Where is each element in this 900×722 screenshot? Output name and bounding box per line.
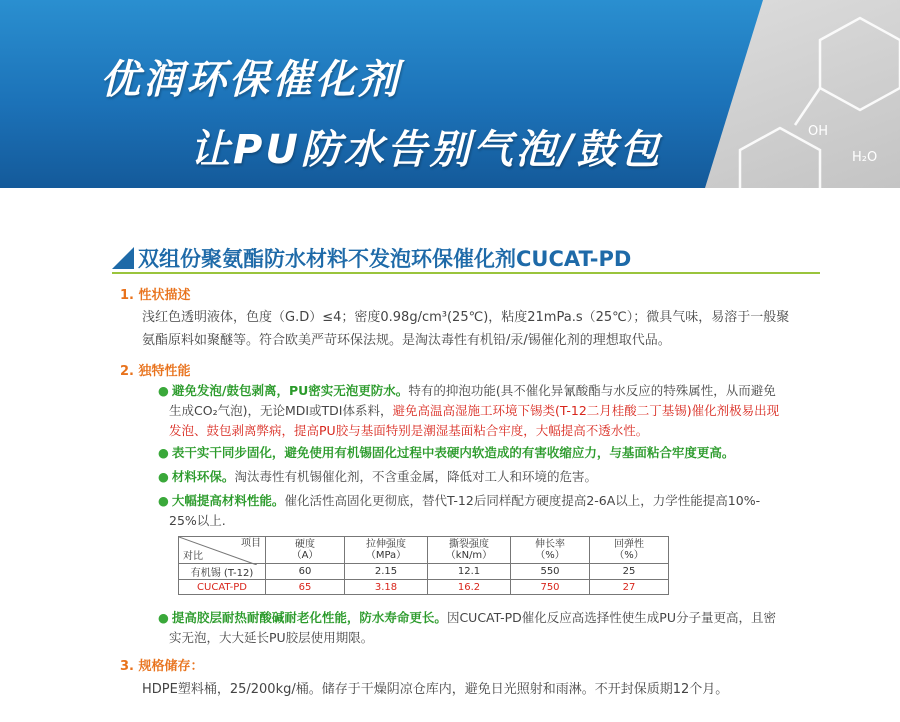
table-header-cell xyxy=(266,537,345,564)
table-cell: 12.1 xyxy=(428,564,511,580)
properties-text xyxy=(142,306,822,352)
section-divider xyxy=(112,272,820,274)
row-name: 有机锡 (T-12) xyxy=(179,564,266,580)
table-cell: 25 xyxy=(590,564,669,580)
table-header-cell xyxy=(428,537,511,564)
table-cell: 27 xyxy=(590,580,669,595)
header-elongation-unit: （%） xyxy=(535,550,565,561)
feature-sync-cure: ● 表干实干同步固化，避免使用有机锡固化过程中表硬内软造成的有害收缩应力，与基面粘合牢度更高。 xyxy=(158,445,735,460)
row-name: CUCAT-PD xyxy=(179,580,266,595)
banner-title-line1: 优润环保催化剂 xyxy=(100,57,401,103)
header-hardness-unit: （A） xyxy=(291,550,319,561)
table-cell: 750 xyxy=(511,580,590,595)
header-tensile-unit: （MPa） xyxy=(365,550,407,561)
feature2-highlight: 表干实干同步固化，避免使用有机锡固化过程中表硬内软造成的有害收缩应力，与基面粘合牢度更高。 xyxy=(171,445,735,460)
feature1-text1: 特有的抑泡功能(具不催化异氰酸酯与水反应的特殊属性，从而避免 xyxy=(408,383,776,398)
heading-storage: 3. 规格储存： xyxy=(120,659,204,674)
table-cell: 65 xyxy=(266,580,345,595)
feature-durability: ● 提高胶层耐热耐酸碱耐老化性能，防水寿命更长。因CUCAT-PD催化反应高选择性使生成PU分子量更高，且密 实无泡，大大延长PU胶层使用期限。 xyxy=(158,608,818,648)
feature-performance: ● 大幅提高材料性能。催化活性高固化更彻底，替代T-12后同样配方硬度提高2-6A以上，力学性能提高10%- 25%以上. xyxy=(158,491,818,531)
feature1-highlight: 避免发泡/鼓包剥离，PU密实无泡更防水。 xyxy=(171,383,409,398)
corner-bottom-label: 对比 xyxy=(183,551,203,562)
header-tensile: 拉伸强度 xyxy=(366,539,406,550)
feature4-highlight: 大幅提高材料性能。 xyxy=(171,493,285,508)
table-cell: 2.15 xyxy=(345,564,428,580)
properties-line1: 浅红色透明液体，色度（G.D）≤4；密度0.98g/cm³(25℃)，粘度21mPa.s（25℃）；微具气味，易溶于一般聚 xyxy=(142,310,790,325)
header-resilience: 回弹性 xyxy=(614,539,644,550)
hydroxyl-label: OH xyxy=(808,124,829,139)
feature4-text1: 催化活性高固化更彻底，替代T-12后同样配方硬度提高2-6A以上，力学性能提高10%- xyxy=(284,493,761,508)
feature1-text2: 生成CO₂气泡)，无论MDI或TDI体系料， xyxy=(169,403,393,418)
table-cell: 3.18 xyxy=(345,580,428,595)
table-header-cell xyxy=(511,537,590,564)
feature3-text: 淘汰毒性有机锡催化剂，不含重金属，降低对工人和环境的危害。 xyxy=(234,469,597,484)
water-label: H₂O xyxy=(852,150,878,165)
heading-properties: 1. 性状描述 xyxy=(120,288,191,303)
header-tear: 撕裂强度 xyxy=(449,539,489,550)
feature5-text1: 因CUCAT-PD催化反应高选择性使生成PU分子量更高，且密 xyxy=(446,610,776,625)
table-row xyxy=(179,564,669,580)
feature5-highlight: 提高胶层耐热耐酸碱耐老化性能，防水寿命更长。 xyxy=(171,610,447,625)
header-elongation: 伸长率 xyxy=(535,539,565,550)
feature-bubble-free: ● 避免发泡/鼓包剥离，PU密实无泡更防水。特有的抑泡功能(具不催化异氰酸酯与水反应的特殊属性，从而避免 生成CO₂气泡)，无论MDI或TDI体系料，避免高温高湿施工环境下锡类(T-12二月桂酸二丁基锡)催化剂极易出现 发泡、鼓包剥离弊病，提高PU胶与基面特别是潮湿基面粘合牢度，大幅提高不透水性。 xyxy=(158,383,780,438)
header-tear-unit: （kN/m） xyxy=(445,550,493,561)
table-corner-cell xyxy=(179,537,266,564)
banner-title-line2: 让PU防水告别气泡/鼓包 xyxy=(190,127,663,173)
table-cell: 60 xyxy=(266,564,345,580)
feature3-highlight: 材料环保。 xyxy=(171,469,235,484)
header-resilience-unit: （%） xyxy=(614,550,644,561)
properties-line2: 氨酯原料如聚醚等。符合欧美严苛环保法规。是淘汰毒性有机铅/汞/锡催化剂的理想取代品。 xyxy=(142,333,671,348)
table-header-cell xyxy=(345,537,428,564)
comparison-table xyxy=(178,536,669,595)
table-header-cell xyxy=(590,537,669,564)
table-header-row xyxy=(179,537,669,564)
heading-features: 2. 独特性能 xyxy=(120,364,191,379)
table-cell: 16.2 xyxy=(428,580,511,595)
feature-eco: ● 材料环保。淘汰毒性有机锡催化剂，不含重金属，降低对工人和环境的危害。 xyxy=(158,469,597,484)
storage-text: HDPE塑料桶，25/200kg/桶。储存于干燥阴凉仓库内，避免日光照射和雨淋。不开封保质期12个月。 xyxy=(142,682,729,697)
header-banner xyxy=(0,0,900,188)
section-triangle-icon xyxy=(112,247,134,269)
section-title: 双组份聚氨酯防水材料不发泡环保催化剂CUCAT-PD xyxy=(138,247,632,271)
feature5-text2: 实无泡，大大延长PU胶层使用期限。 xyxy=(169,630,374,645)
table-cell: 550 xyxy=(511,564,590,580)
feature4-text2: 25%以上. xyxy=(169,513,226,528)
header-hardness: 硬度 xyxy=(295,539,315,550)
corner-top-label: 项目 xyxy=(241,538,261,549)
table-row xyxy=(179,580,669,595)
feature1-warning2: 发泡、鼓包剥离弊病，提高PU胶与基面特别是潮湿基面粘合牢度，大幅提高不透水性。 xyxy=(169,423,649,438)
feature1-warning1: 避免高温高湿施工环境下锡类(T-12二月桂酸二丁基锡)催化剂极易出现 xyxy=(392,403,780,418)
